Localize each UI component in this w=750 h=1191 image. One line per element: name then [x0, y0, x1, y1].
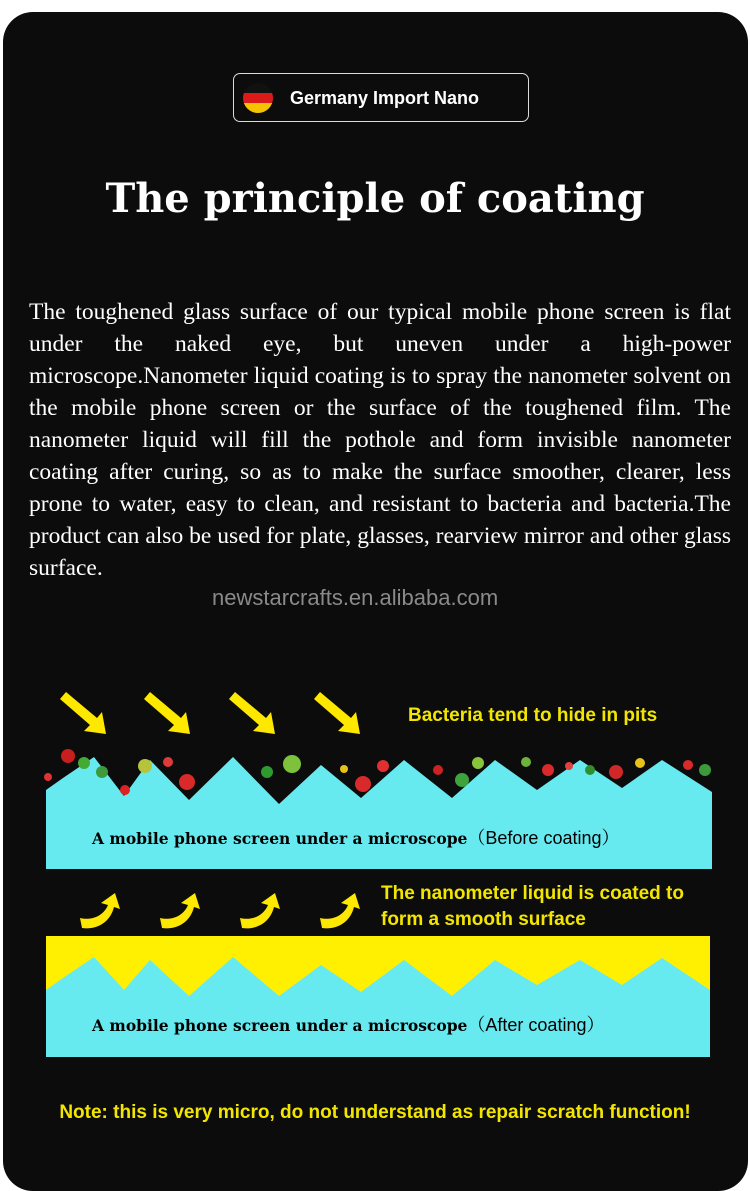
incoming-arrows [60, 692, 360, 734]
bacteria-icon [521, 757, 531, 767]
bacteria-icon [96, 766, 108, 778]
bacteria-icon [433, 765, 443, 775]
curved-arrow-up-icon [240, 893, 280, 928]
note-text: Note: this is very micro, do not understand as repair scratch function! [59, 1102, 691, 1123]
bacteria-icon [683, 760, 693, 770]
bacteria-icon [542, 764, 554, 776]
coating-label [381, 881, 684, 933]
bacteria-icon [455, 773, 469, 787]
watermark: newstarcrafts.en.alibaba.com [212, 585, 499, 610]
bacteria-icon [61, 749, 75, 763]
before-state-text: （Before coating） [467, 828, 620, 848]
bacteria-icon [699, 764, 711, 776]
after-caption-text: A mobile phone screen under a microscope [92, 1016, 468, 1035]
before-caption-text: A mobile phone screen under a microscope [92, 829, 468, 848]
page-title: The principle of coating [105, 175, 645, 222]
bacteria-icon [179, 774, 195, 790]
bacteria-icon [163, 757, 173, 767]
bacteria-icon [138, 759, 152, 773]
bacteria-icon [355, 776, 371, 792]
bacteria-icon [120, 785, 130, 795]
curved-arrow-up-icon [80, 893, 120, 928]
outgoing-arrows [80, 893, 360, 928]
arrow-down-right-icon [60, 692, 106, 734]
description-paragraph: The toughened glass surface of our typical mobile phone screen is flat under the naked eye, but uneven under a high-power microscope.Nanometer liquid coating is to spray the nanometer solvent on the mobile phone screen or the surface of the toughened film. The nanometer liquid will fill the pothole and form invisible nanometer coating after curing, so as to make the surface smoother, clearer, less prone to water, easy to clean, and resistant to bacteria and bacteria.The product can also be used for plate, glasses, rearview mirror and other glass surface. [29, 299, 731, 581]
bacteria-icon [635, 758, 645, 768]
arrow-down-right-icon [314, 692, 360, 734]
coating-label-line1: The nanometer liquid is coated to [381, 883, 684, 904]
bacteria-icon [565, 762, 573, 770]
before-caption [92, 824, 619, 850]
curved-arrow-up-icon [320, 893, 360, 928]
bacteria-icon [261, 766, 273, 778]
bacteria-icon [609, 765, 623, 779]
bacteria-icon [377, 760, 389, 772]
after-caption [92, 1011, 604, 1037]
badge-label: Germany Import Nano [290, 88, 480, 108]
bacteria-icon [78, 757, 90, 769]
bacteria-icon [283, 755, 301, 773]
bacteria-icon [44, 773, 52, 781]
arrow-down-right-icon [229, 692, 275, 734]
curved-arrow-up-icon [160, 893, 200, 928]
bacteria-label: Bacteria tend to hide in pits [408, 705, 658, 726]
bacteria-icon [340, 765, 348, 773]
bacteria-icon [472, 757, 484, 769]
arrow-down-right-icon [144, 692, 190, 734]
after-state-text: （After coating） [467, 1015, 605, 1035]
coating-label-line2: form a smooth surface [381, 909, 586, 930]
bacteria-icon [585, 765, 595, 775]
